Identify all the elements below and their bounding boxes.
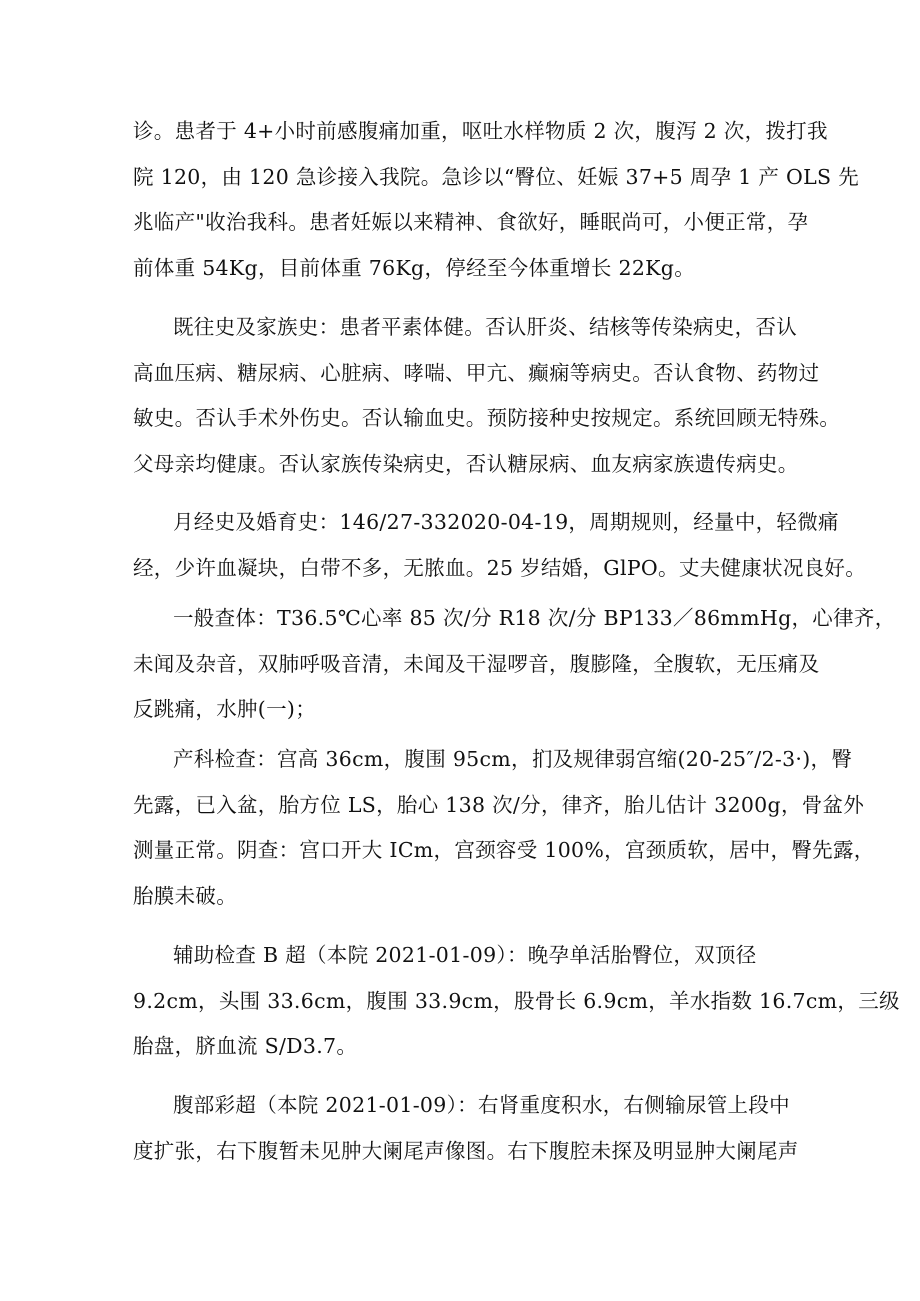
- paragraph-abdominal-color-ultrasound: [133, 1083, 803, 1174]
- text-line: 经，少许血凝块，白带不多，无脓血。25 岁结婚，GlPO。丈夫健康状况良好。: [133, 555, 867, 580]
- paragraph-present-illness: [133, 109, 859, 291]
- text-line: 9.2cm，头围 33.6cm，腹围 33.9cm，股骨长 6.9cm，羊水指数 16.7cm，三级: [133, 988, 900, 1013]
- text-line: 产科检查：宫高 36cm，腹围 95cm，扪及规律弱宫缩(20-25″/2-3·)，臀: [173, 747, 853, 771]
- paragraph-menstrual-marital-history: [133, 500, 867, 591]
- text-line: 前体重 54Kg，目前体重 76Kg，停经至今体重增长 22Kg。: [133, 255, 696, 280]
- text-line: 一般查体：T36.5℃心率 85 次/分 R18 次/分 BP133／86mmHg，心律齐，: [173, 606, 896, 630]
- paragraph-past-family-history: [133, 305, 841, 487]
- text-line: 父母亲均健康。否认家族传染病史，否认糖尿病、血友病家族遗传病史。: [133, 451, 799, 476]
- text-line: 辅助检查 B 超（本院 2021-01-09）：晚孕单活胎臀位，双顶径: [173, 943, 757, 967]
- text-line: 既往史及家族史：患者平素体健。否认肝炎、结核等传染病史，否认: [173, 315, 797, 339]
- paragraph-obstetric-exam: [133, 737, 875, 919]
- text-line: 月经史及婚育史：146/27-332020-04-19，周期规则，经量中，轻微痛: [173, 510, 839, 534]
- text-line: 敏史。否认手术外伤史。否认输血史。预防接种史按规定。系统回顾无特殊。: [133, 406, 841, 431]
- paragraph-auxiliary-exam-ultrasound: [133, 933, 900, 1070]
- text-line: 反跳痛，水肿(一)；: [133, 697, 316, 722]
- text-line: 测量正常。阴查：宫口开大 ICm，宫颈容受 100%，宫颈质软，居中，臀先露，: [133, 838, 875, 863]
- text-line: 胎膜未破。: [133, 883, 237, 908]
- text-line: 度扩张，右下腹暂未见肿大阑尾声像图。右下腹腔未探及明显肿大阑尾声: [133, 1138, 799, 1163]
- text-line: 胎盘，脐血流 S/D3.7。: [133, 1034, 358, 1059]
- text-line: 诊。患者于 4+小时前感腹痛加重，呕吐水样物质 2 次，腹泻 2 次，拨打我: [133, 119, 828, 143]
- paragraph-general-exam: [133, 596, 896, 733]
- text-line: 兆临产"收治我科。患者妊娠以来精神、食欲好，睡眠尚可，小便正常，孕: [133, 210, 809, 235]
- text-line: 未闻及杂音，双肺呼吸音清，未闻及干湿啰音，腹膨隆，全腹软，无压痛及: [133, 651, 820, 676]
- text-line: 高血压病、糖尿病、心脏病、哮喘、甲亢、癫痫等病史。否认食物、药物过: [133, 360, 820, 385]
- text-line: 院 120，由 120 急诊接入我院。急诊以“臀位、妊娠 37+5 周孕 1 产 OLS 先: [133, 164, 859, 189]
- text-line: 先露，已入盆，胎方位 LS，胎心 138 次/分，律齐，胎儿估计 3200g，骨盆外: [133, 792, 865, 817]
- text-line: 腹部彩超（本院 2021-01-09）：右肾重度积水，右侧输尿管上段中: [173, 1093, 790, 1117]
